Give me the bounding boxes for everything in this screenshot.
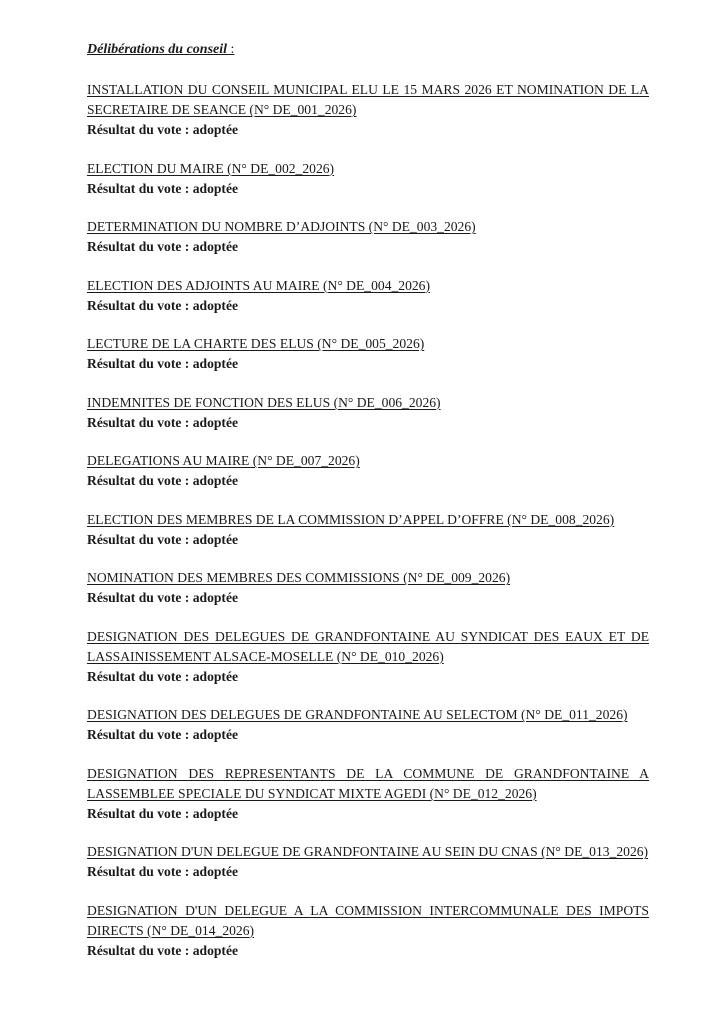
vote-result: Résultat du vote : adoptée bbox=[87, 239, 239, 254]
vote-result: Résultat du vote : adoptée bbox=[87, 297, 239, 313]
vote-result: Résultat du vote : adoptée bbox=[87, 805, 239, 821]
document-page bbox=[87, 40, 649, 979]
deliberation-title: DETERMINATION DU NOMBRE D’ADJOINTS (N° DE_003_2026) bbox=[87, 219, 476, 234]
deliberation-title: DESIGNATION DES DELEGUES DE GRANDFONTAINE AU SYNDICAT DES EAUX ET DE LASSAINISSEMENT ALSACE-MOSELLE (N° DE_010_2026) bbox=[87, 628, 649, 664]
vote-result: Résultat du vote : adoptée bbox=[87, 414, 239, 430]
deliberation-title: DESIGNATION D'UN DELEGUE A LA COMMISSION INTERCOMMUNALE DES IMPOTS DIRECTS (N° DE_014_2026) bbox=[87, 902, 649, 938]
deliberation-item bbox=[87, 276, 649, 316]
deliberation-title: ELECTION DES MEMBRES DE LA COMMISSION D’APPEL D’OFFRE (N° DE_008_2026) bbox=[87, 511, 615, 527]
deliberation-title: ELECTION DES ADJOINTS AU MAIRE (N° DE_004_2026) bbox=[87, 277, 430, 293]
deliberation-item bbox=[87, 159, 649, 199]
deliberation-title: DESIGNATION D'UN DELEGUE DE GRANDFONTAINE AU SEIN DU CNAS (N° DE_013_2026) bbox=[87, 844, 649, 859]
vote-result: Résultat du vote : adoptée bbox=[87, 356, 239, 371]
vote-result: Résultat du vote : adoptée bbox=[87, 180, 239, 196]
deliberation-item bbox=[87, 764, 649, 824]
deliberation-item bbox=[87, 393, 649, 433]
deliberation-item bbox=[87, 334, 649, 374]
deliberation-title: LECTURE DE LA CHARTE DES ELUS (N° DE_005_2026) bbox=[87, 336, 425, 351]
vote-result: Résultat du vote : adoptée bbox=[87, 122, 239, 137]
deliberation-item bbox=[87, 217, 649, 257]
deliberation-title: NOMINATION DES MEMBRES DES COMMISSIONS (N° DE_009_2026) bbox=[87, 570, 511, 585]
deliberation-item bbox=[87, 901, 649, 961]
section-heading bbox=[87, 40, 649, 60]
section-heading-label: Délibérations du conseil bbox=[87, 42, 228, 57]
vote-result: Résultat du vote : adoptée bbox=[87, 473, 239, 488]
deliberation-item bbox=[87, 80, 649, 140]
deliberation-item bbox=[87, 568, 649, 608]
vote-result: Résultat du vote : adoptée bbox=[87, 590, 239, 605]
vote-result: Résultat du vote : adoptée bbox=[87, 864, 239, 879]
deliberation-title: DELEGATIONS AU MAIRE (N° DE_007_2026) bbox=[87, 453, 360, 468]
deliberation-item bbox=[87, 627, 649, 687]
vote-result: Résultat du vote : adoptée bbox=[87, 727, 239, 742]
section-heading-colon: : bbox=[227, 42, 235, 57]
deliberation-item bbox=[87, 705, 649, 745]
vote-result: Résultat du vote : adoptée bbox=[87, 531, 239, 547]
vote-result: Résultat du vote : adoptée bbox=[87, 942, 239, 958]
deliberation-title: DESIGNATION DES DELEGUES DE GRANDFONTAINE AU SELECTOM (N° DE_011_2026) bbox=[87, 707, 628, 722]
deliberation-title: ELECTION DU MAIRE (N° DE_002_2026) bbox=[87, 160, 335, 176]
deliberation-title: INDEMNITES DE FONCTION DES ELUS (N° DE_006_2026) bbox=[87, 394, 441, 410]
deliberation-title: INSTALLATION DU CONSEIL MUNICIPAL ELU LE 15 MARS 2026 ET NOMINATION DE LA SECRETAIRE DE SEANCE (N° DE_001_2026) bbox=[87, 82, 649, 117]
deliberation-item bbox=[87, 451, 649, 491]
deliberation-item bbox=[87, 842, 649, 882]
deliberation-title: DESIGNATION DES REPRESENTANTS DE LA COMMUNE DE GRANDFONTAINE A LASSEMBLEE SPECIALE DU SYNDICAT MIXTE AGEDI (N° DE_012_2026) bbox=[87, 765, 649, 801]
vote-result: Résultat du vote : adoptée bbox=[87, 668, 239, 684]
deliberation-item bbox=[87, 510, 649, 550]
